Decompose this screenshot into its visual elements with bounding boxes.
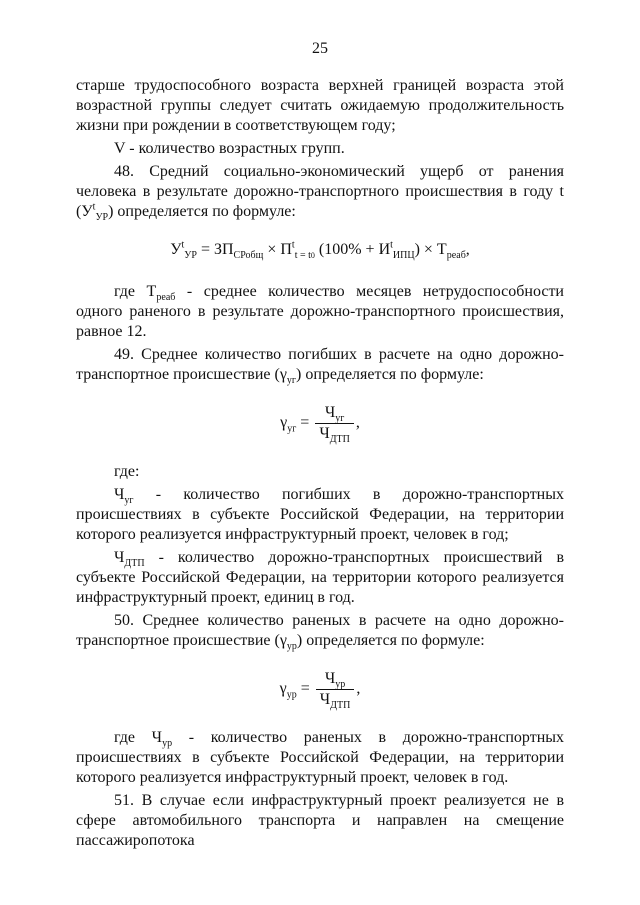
- paragraph-chug: $Ч_{уг}$ - количество погибших в дорожно-транспортных происшествиях в субъекте Российской Федерации, на территории которого реализуется инфраструктурный проект, человек в год;: [76, 486, 564, 543]
- paragraph: V - количество возрастных групп.: [114, 140, 345, 157]
- paragraph-48: 48. Средний социально-экономический ущерб от ранения человека в результате дорожно-транспортного происшествия в году t $(У^t_{УР})$ определяется по формуле:: [76, 163, 564, 224]
- fraction: $\frac{Ч_{ур}}{Ч_{ДТП}}$: [316, 669, 355, 710]
- fraction: $\frac{Ч_{уг}}{Ч_{ДТП}}$: [315, 403, 354, 444]
- paragraph-51: 51. В случае если инфраструктурный проект реализуется не в сфере автомобильного транспорта и направлен на смещение пассажиропотока: [76, 792, 564, 849]
- formula-killed: $\gamma_{уг}$ = $\frac{Ч_{уг}}{Ч_{ДТП}}$ ,: [280, 404, 360, 446]
- paragraph-treab: где $Т_{реаб}$ - среднее количество месяцев нетрудоспособности одного раненого в результате дорожно-транспортного происшествия, равное 12.: [76, 283, 564, 340]
- paragraph-chur: где $Ч_{ур}$ - количество раненых в дорожно-транспортных происшествиях в субъекте Российской Федерации, на территории которого реализуется инфраструктурный проект, человек в год.: [76, 729, 564, 786]
- page-number: 25: [312, 40, 328, 57]
- paragraph-49: 49. Среднее количество погибших в расчете на одно дорожно-транспортное происшествие $(\gamma_{уг})$ определяется по формуле:: [76, 346, 564, 387]
- paragraph-chdtp: $Ч_{ДТП}$ - количество дорожно-транспортных происшествий в субъекте Российской Федерации, на территории которого реализуется инфраструктурный проект, единиц в год.: [76, 549, 564, 606]
- paragraph: старше трудоспособного возраста верхней границей возраста этой возрастной группы следует считать ожидаемую продолжительность жизни при рождении в соответствующем году;: [76, 77, 564, 134]
- formula-damage: $У^t_{УР} = ЗП_{СРобщ} \times П^t_{t = t0}$ $(100\% + И^t_{ИПЦ}) \times Т_{реаб}$,: [170, 239, 470, 262]
- paragraph: где:: [114, 463, 140, 480]
- formula-injured: $\gamma_{ур}$ = $\frac{Ч_{ур}}{Ч_{ДТП}}$ ,: [279, 670, 361, 712]
- document-body: [76, 76, 564, 854]
- paragraph-50: 50. Среднее количество раненых в расчете на одно дорожно-транспортное происшествие $(\gamma_{ур})$ определяется по формуле:: [76, 612, 564, 653]
